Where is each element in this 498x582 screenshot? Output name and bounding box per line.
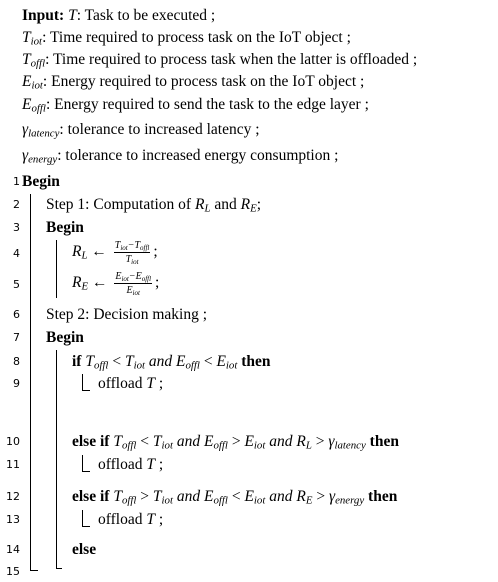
e-iot-description: : Energy required to process task on the IoT object ;: [42, 73, 365, 90]
begin-step2: Begin: [46, 329, 84, 346]
line-number: 2: [13, 198, 20, 211]
else-if-latency: else if $T_{offl} < T_{iot}$ and $E_{offl} > E_{iot}$ and $R_L > \gamma_{latency}$ then: [72, 433, 399, 452]
line-number: 14: [6, 543, 20, 556]
line-number: 13: [6, 513, 20, 526]
rl-formula: $R_L$ ← $\frac{T_{iot}-T_{offl}}{T_{iot}}$ ;: [72, 240, 158, 266]
line-number: 7: [13, 331, 20, 344]
block-foot-step2: [56, 568, 62, 569]
symbol-R-E: $R_E$: [240, 196, 257, 215]
symbol-T-iot: $T_{iot}$: [22, 29, 43, 48]
line-number: 4: [13, 247, 20, 260]
if-keyword: if: [72, 353, 82, 370]
line-number: 5: [13, 278, 20, 291]
gamma-energy-description: : tolerance to increased energy consumption ;: [57, 147, 339, 164]
and-keyword: and: [269, 433, 293, 450]
semicolon: ;: [158, 456, 164, 473]
step2-line: Step 2: Decision making ;: [46, 306, 208, 323]
block-line-step2: [56, 350, 57, 568]
line-number: 11: [6, 458, 20, 471]
offload-2: offload T ;: [98, 456, 164, 473]
else-if-keyword: else if: [72, 433, 110, 450]
and-keyword: and: [176, 433, 201, 450]
symbol-gamma-energy: $\gamma_{energy}$: [22, 147, 58, 166]
block-foot-elseif-1: [82, 471, 90, 472]
line-number: 10: [6, 435, 20, 448]
then-keyword: then: [369, 433, 399, 450]
then-keyword: then: [368, 488, 398, 505]
step1-text: Step 1: Computation of: [46, 196, 192, 213]
else-keyword: else: [72, 541, 97, 558]
and-keyword: and: [148, 353, 173, 370]
line-number: 9: [13, 377, 20, 390]
input-label: Input:: [22, 7, 65, 24]
semicolon: ;: [158, 511, 164, 528]
line-number: 8: [13, 355, 20, 368]
gamma-energy-line: [22, 146, 338, 166]
e-offl-line: [22, 95, 369, 115]
symbol-T: T: [68, 7, 77, 24]
offload-3: offload T ;: [98, 511, 164, 528]
begin-step1: Begin: [46, 219, 84, 236]
block-line-elseif-1: [82, 455, 83, 471]
e-iot-line: [22, 72, 364, 92]
then-keyword: then: [241, 353, 271, 370]
line-number: 6: [13, 308, 20, 321]
offload-text: offload: [98, 456, 143, 473]
begin-main: Begin: [22, 173, 60, 190]
offload-text: offload: [98, 375, 143, 392]
symbol-T-offl: $T_{offl}$: [22, 51, 46, 70]
semicolon: ;: [153, 243, 158, 261]
line-number: 3: [13, 221, 20, 234]
t-offl-description: : Time required to process task when the latter is offloaded ;: [45, 51, 418, 68]
else-if-keyword: else if: [72, 488, 110, 505]
symbol-R-L: $R_L$: [72, 243, 88, 262]
block-line-if: [82, 374, 83, 390]
if-condition: if $T_{offl} < T_{iot}$ and $E_{offl} < E_{iot}$ then: [72, 353, 271, 372]
block-line-step1: [56, 240, 57, 298]
block-line-main: [30, 194, 31, 570]
and-keyword: and: [176, 488, 201, 505]
else-if-energy: else if $T_{offl} > T_{iot}$ and $E_{offl} < E_{iot}$ and $R_E > \gamma_{energy}$ then: [72, 488, 398, 507]
semicolon: ;: [158, 375, 164, 392]
symbol-E-iot: $E_{iot}$: [22, 73, 43, 92]
re-formula: $R_E$ ← $\frac{E_{iot}-E_{offl}}{E_{iot}}$ ;: [72, 271, 160, 297]
symbol-E-offl: $E_{offl}$: [22, 96, 46, 115]
input-line: [22, 6, 215, 26]
line-number: 12: [6, 490, 20, 503]
symbol-R-E: $R_E$: [72, 274, 89, 293]
step1-and: and: [214, 196, 237, 213]
block-line-elseif-2: [82, 510, 83, 526]
line-number: 15: [6, 565, 20, 578]
block-foot-elseif-2: [82, 526, 90, 527]
semicolon: ;: [256, 196, 262, 213]
offload-1: offload T ;: [98, 375, 164, 392]
and-keyword: and: [269, 488, 293, 505]
rl-fraction: $\frac{T_{iot}-T_{offl}}{T_{iot}}$: [114, 240, 150, 266]
block-foot-if: [82, 390, 90, 391]
symbol-R-L: $R_L$: [194, 196, 211, 215]
gamma-latency-description: : tolerance to increased latency ;: [59, 121, 260, 138]
block-foot-main: [30, 570, 38, 571]
offload-text: offload: [98, 511, 143, 528]
step1-line: [46, 195, 261, 215]
T-description: : Task to be executed ;: [76, 7, 216, 24]
gamma-latency-line: [22, 120, 260, 140]
symbol-gamma-latency: $\gamma_{latency}$: [22, 121, 60, 140]
line-number: 1: [13, 175, 20, 188]
t-offl-line: [22, 50, 417, 70]
t-iot-description: : Time required to process task on the IoT object ;: [42, 29, 351, 46]
e-offl-description: : Energy required to send the task to the edge layer ;: [45, 96, 369, 113]
semicolon: ;: [155, 274, 160, 292]
re-fraction: $\frac{E_{iot}-E_{offl}}{E_{iot}}$: [115, 271, 152, 297]
t-iot-line: [22, 28, 351, 48]
